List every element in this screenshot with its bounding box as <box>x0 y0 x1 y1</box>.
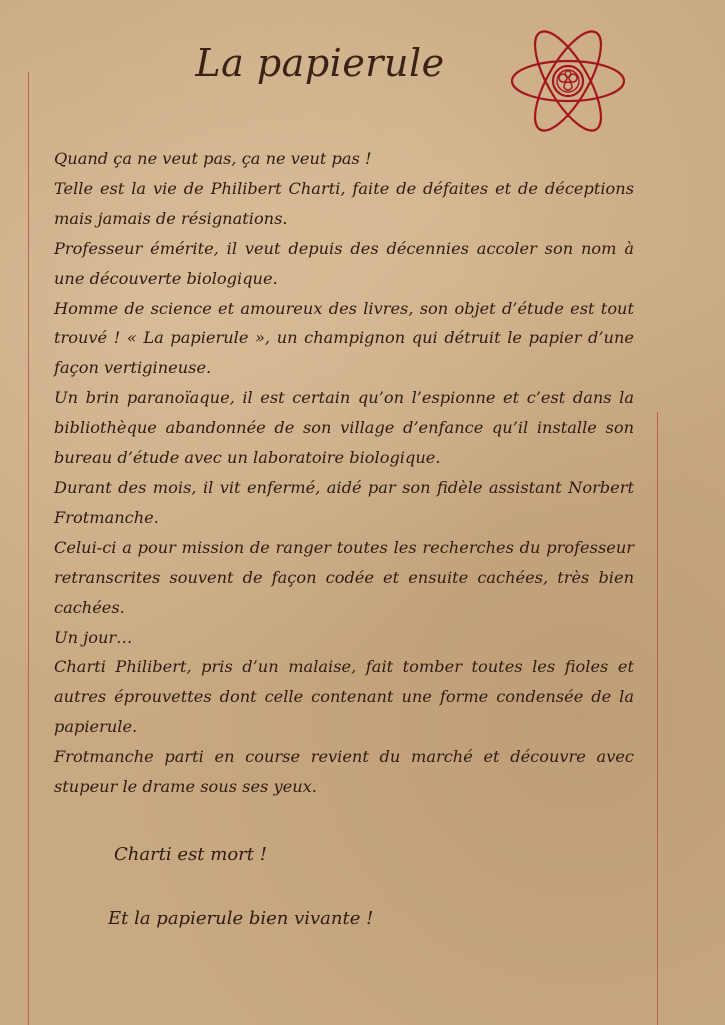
paragraph: Frotmanche parti en course revient du marché et découvre avec stupeur le drame sous ses yeux. <box>54 747 634 797</box>
paragraph: Charti Philibert, pris d’un malaise, fait tomber toutes les fioles et autres éprouvettes dont celle contenant une forme condensée de la papierule. <box>54 657 634 737</box>
closing-line-2: Et la papierule bien vivante ! <box>108 908 374 929</box>
closing-line-1: Charti est mort ! <box>114 844 267 865</box>
story-text <box>54 144 634 802</box>
margin-line-right <box>657 412 658 1025</box>
page-title: La papierule <box>195 41 445 85</box>
paragraph: Un jour… <box>54 627 133 647</box>
paragraph: Un brin paranoïaque, il est certain qu’on l’espionne et c’est dans la bibliothèque abandonnée de son village d’enfance qu’il installe son bureau d’étude avec un laboratoire biologique. <box>54 388 634 468</box>
margin-line-left <box>28 72 29 1025</box>
atom-mushroom-icon <box>506 22 630 140</box>
paragraph: Quand ça ne veut pas, ça ne veut pas ! <box>54 149 372 168</box>
paragraph: Celui-ci a pour mission de ranger toutes les recherches du professeur retranscrites souvent de façon codée et ensuite cachées, très bien cachées. <box>54 537 634 617</box>
paragraph: Homme de science et amoureux des livres, son objet d’étude est tout trouvé ! « La papierule », un champignon qui détruit le papier d’une façon vertigineuse. <box>54 298 634 378</box>
paragraph: Durant des mois, il vit enfermé, aidé par son fidèle assistant Norbert Frotmanche. <box>54 477 634 527</box>
paragraph: Professeur émérite, il veut depuis des décennies accoler son nom à une découverte biologique. <box>54 238 634 288</box>
paragraph: Telle est la vie de Philibert Charti, faite de défaites et de déceptions mais jamais de résignations. <box>54 178 634 228</box>
